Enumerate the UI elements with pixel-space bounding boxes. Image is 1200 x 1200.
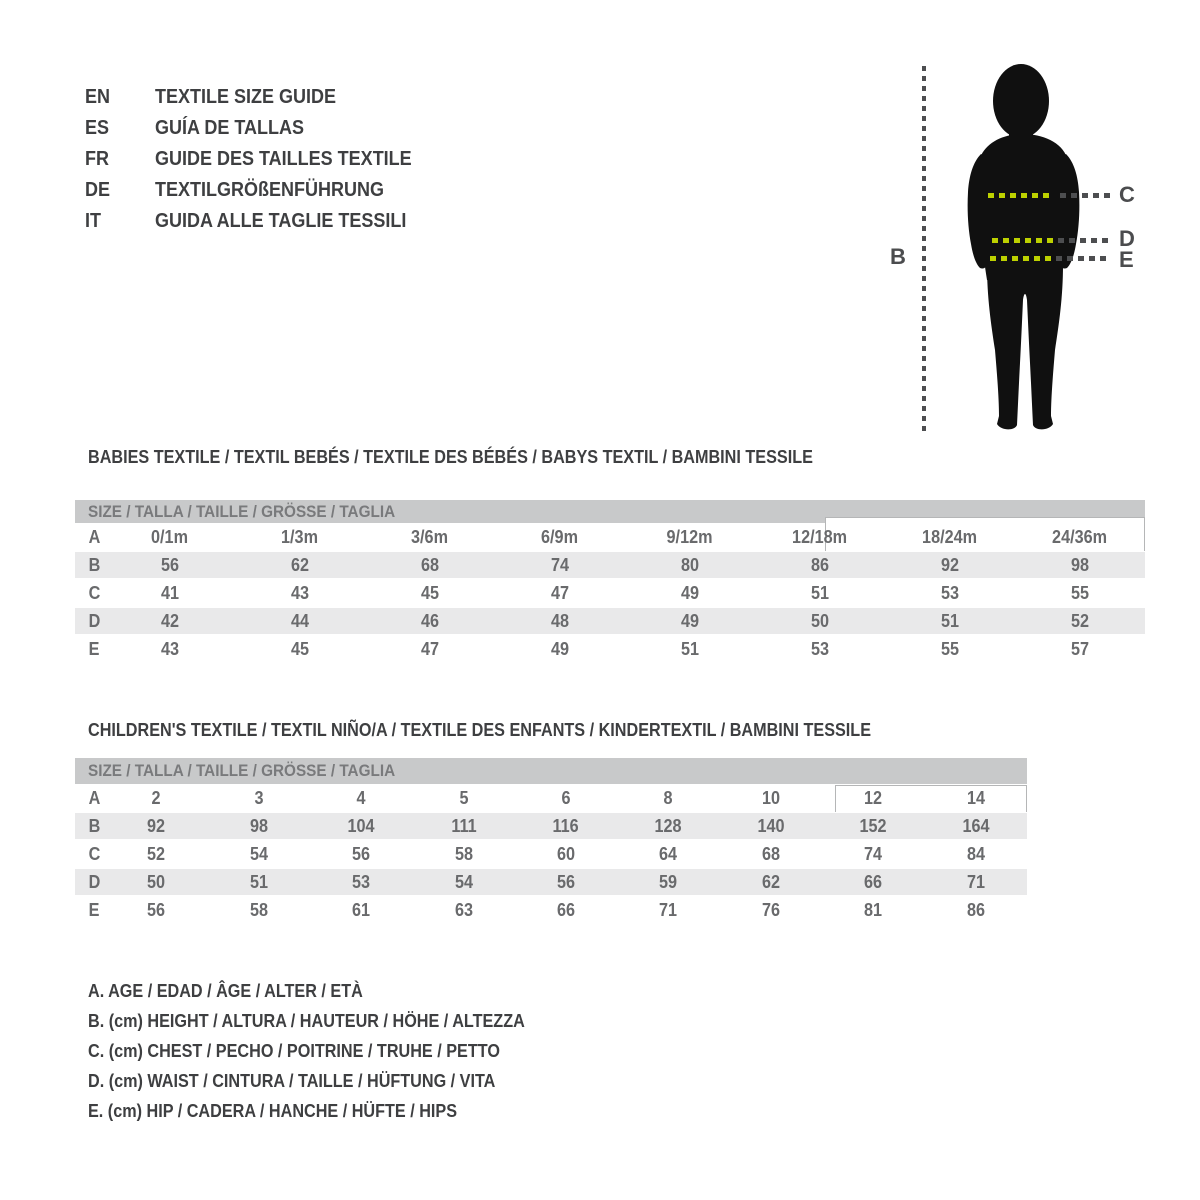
table-cell: 3/6m — [411, 526, 449, 547]
table-cell: 152 — [859, 815, 887, 836]
table-row-d — [75, 868, 1027, 896]
table-cell: 68 — [761, 843, 780, 864]
table-cell: 55 — [940, 638, 960, 659]
language-code: IT — [85, 210, 102, 232]
table-cell: 128 — [654, 815, 682, 836]
language-code: FR — [85, 148, 110, 170]
table-cell: 3 — [254, 787, 264, 808]
chest-line-c-dark — [1060, 193, 1110, 198]
table-row-c — [75, 579, 1145, 607]
table-cell: 68 — [420, 554, 440, 575]
table-row-d — [75, 607, 1145, 635]
table-cell: 84 — [966, 843, 985, 864]
legend-line-d: D. (cm) WAIST / CINTURA / TAILLE / HÜFTUNG / VITA — [88, 1071, 496, 1091]
language-title: GUIDE DES TAILLES TEXTILE — [155, 148, 412, 170]
table-row-b — [75, 551, 1145, 579]
table-cell: 54 — [249, 843, 268, 864]
measurement-legend — [88, 976, 573, 1126]
legend-line-c: C. (cm) CHEST / PECHO / POITRINE / TRUHE / PETTO — [88, 1041, 500, 1061]
table-cell: 71 — [659, 899, 678, 920]
table-cell: 92 — [147, 815, 166, 836]
row-label: C — [88, 582, 101, 603]
table-cell: 41 — [160, 582, 180, 603]
table-cell: 53 — [352, 871, 371, 892]
table-cell: 18/24m — [922, 526, 978, 547]
table-cell: 0/1m — [151, 526, 189, 547]
language-code: ES — [85, 117, 110, 139]
language-title: TEXTILE SIZE GUIDE — [155, 86, 337, 108]
row-label: A — [88, 787, 101, 808]
table-cell: 47 — [420, 638, 440, 659]
label-b: B — [890, 244, 906, 269]
babies-section-title — [88, 447, 893, 468]
label-e: E — [1119, 247, 1134, 272]
table-cell: 61 — [352, 899, 371, 920]
table-cell: 45 — [290, 638, 310, 659]
measurement-figure — [0, 0, 1200, 460]
table-cell: 60 — [556, 843, 575, 864]
table-cell: 74 — [864, 843, 883, 864]
row-label: E — [88, 899, 100, 920]
table-cell: 53 — [810, 638, 830, 659]
table-cell: 164 — [962, 815, 990, 836]
children-section-title — [88, 720, 958, 741]
row-label: A — [88, 526, 101, 547]
row-label: D — [88, 610, 101, 631]
table-cell: 53 — [940, 582, 960, 603]
table-cell: 44 — [290, 610, 310, 631]
table-cell: 6/9m — [541, 526, 579, 547]
language-code: DE — [85, 179, 111, 201]
table-cell: 10 — [761, 787, 780, 808]
language-title: TEXTILGRÖßENFÜHRUNG — [155, 179, 384, 201]
table-cell: 86 — [966, 899, 985, 920]
table-cell: 58 — [249, 899, 268, 920]
table-cell: 104 — [347, 815, 375, 836]
table-cell: 51 — [810, 582, 830, 603]
table-cell: 52 — [147, 843, 166, 864]
table-row-b — [75, 812, 1027, 840]
row-label: E — [88, 638, 100, 659]
table-cell: 51 — [249, 871, 268, 892]
table-cell: 43 — [160, 638, 180, 659]
table-row-e — [75, 635, 1145, 663]
waist-line-d-dark — [1058, 238, 1110, 243]
table-cell: 63 — [454, 899, 473, 920]
table-cell: 14 — [966, 787, 985, 808]
legend-line-e: E. (cm) HIP / CADERA / HANCHE / HÜFTE / HIPS — [88, 1101, 458, 1121]
waist-line-d-green — [992, 238, 1054, 243]
table-cell: 56 — [147, 899, 166, 920]
table-row-c — [75, 840, 1027, 868]
table-row-e — [75, 896, 1027, 924]
row-label: B — [88, 554, 101, 575]
table-cell: 47 — [550, 582, 570, 603]
table-cell: 98 — [1070, 554, 1090, 575]
table-cell: 43 — [290, 582, 310, 603]
table-cell: 66 — [864, 871, 883, 892]
row-label: D — [88, 871, 101, 892]
table-cell: 49 — [680, 610, 700, 631]
table-row-a — [75, 784, 1027, 812]
table-cell: 45 — [420, 582, 440, 603]
table-cell: 5 — [459, 787, 469, 808]
table-cell: 4 — [356, 787, 366, 808]
table-cell: 66 — [556, 899, 575, 920]
legend-line-b: B. (cm) HEIGHT / ALTURA / HAUTEUR / HÖHE / ALTEZZA — [88, 1011, 525, 1031]
table-cell: 62 — [290, 554, 310, 575]
table-row-a — [75, 523, 1145, 551]
table-cell: 6 — [561, 787, 571, 808]
table-cell: 48 — [550, 610, 570, 631]
children-table-rows — [75, 784, 1027, 924]
table-cell: 92 — [940, 554, 960, 575]
hip-line-e-green — [990, 256, 1052, 261]
table-cell: 50 — [810, 610, 830, 631]
table-cell: 59 — [659, 871, 678, 892]
children-section-title-text: CHILDREN'S TEXTILE / TEXTIL NIÑO/A / TEXTILE DES ENFANTS / KINDERTEXTIL / BAMBINI TESSILE — [88, 720, 872, 740]
table-cell: 140 — [757, 815, 785, 836]
table-cell: 116 — [552, 815, 580, 836]
table-cell: 81 — [864, 899, 883, 920]
size-header-text: SIZE / TALLA / TAILLE / GRÖSSE / TAGLIA — [88, 761, 396, 780]
table-cell: 12/18m — [792, 526, 848, 547]
table-cell: 56 — [352, 843, 371, 864]
table-cell: 1/3m — [281, 526, 319, 547]
table-cell: 42 — [160, 610, 180, 631]
table-cell: 86 — [810, 554, 830, 575]
language-title: GUIDA ALLE TAGLIE TESSILI — [155, 210, 407, 232]
babies-table-rows — [75, 523, 1145, 663]
table-cell: 80 — [680, 554, 700, 575]
table-cell: 74 — [550, 554, 570, 575]
table-cell: 57 — [1070, 638, 1090, 659]
table-cell: 111 — [450, 815, 477, 836]
table-cell: 62 — [761, 871, 780, 892]
table-cell: 9/12m — [667, 526, 713, 547]
table-cell: 98 — [249, 815, 268, 836]
table-cell: 58 — [454, 843, 473, 864]
babies-section-title-text: BABIES TEXTILE / TEXTIL BEBÉS / TEXTILE DES BÉBÉS / BABYS TEXTIL / BAMBINI TESSILE — [88, 447, 813, 467]
table-cell: 12 — [864, 787, 883, 808]
row-label: B — [88, 815, 101, 836]
table-cell: 56 — [160, 554, 180, 575]
table-cell: 2 — [151, 787, 161, 808]
table-cell: 49 — [680, 582, 700, 603]
table-cell: 8 — [663, 787, 673, 808]
table-cell: 50 — [147, 871, 166, 892]
child-silhouette-image — [966, 60, 1092, 437]
row-label: C — [88, 843, 101, 864]
table-cell: 49 — [550, 638, 570, 659]
children-size-table — [75, 758, 1027, 924]
babies-size-table — [75, 500, 1145, 663]
table-cell: 52 — [1070, 610, 1090, 631]
legend-line-a: A. AGE / EDAD / ÂGE / ALTER / ETÀ — [88, 981, 363, 1001]
table-cell: 46 — [420, 610, 440, 631]
table-cell: 51 — [940, 610, 960, 631]
table-cell: 24/36m — [1052, 526, 1108, 547]
height-measure-line-b — [922, 66, 926, 432]
size-header-text: SIZE / TALLA / TAILLE / GRÖSSE / TAGLIA — [88, 501, 396, 521]
language-code: EN — [85, 86, 111, 108]
table-cell: 51 — [680, 638, 700, 659]
table-cell: 56 — [556, 871, 575, 892]
label-d: D — [1119, 226, 1135, 251]
table-cell: 55 — [1070, 582, 1090, 603]
table-cell: 54 — [454, 871, 473, 892]
table-cell: 64 — [659, 843, 678, 864]
hip-line-e-dark — [1056, 256, 1110, 261]
size-header-bar — [75, 758, 1027, 784]
table-cell: 76 — [761, 899, 780, 920]
chest-line-c-green — [988, 193, 1054, 198]
language-title: GUÍA DE TALLAS — [155, 117, 304, 139]
table-cell: 71 — [966, 871, 985, 892]
label-c: C — [1119, 182, 1135, 207]
